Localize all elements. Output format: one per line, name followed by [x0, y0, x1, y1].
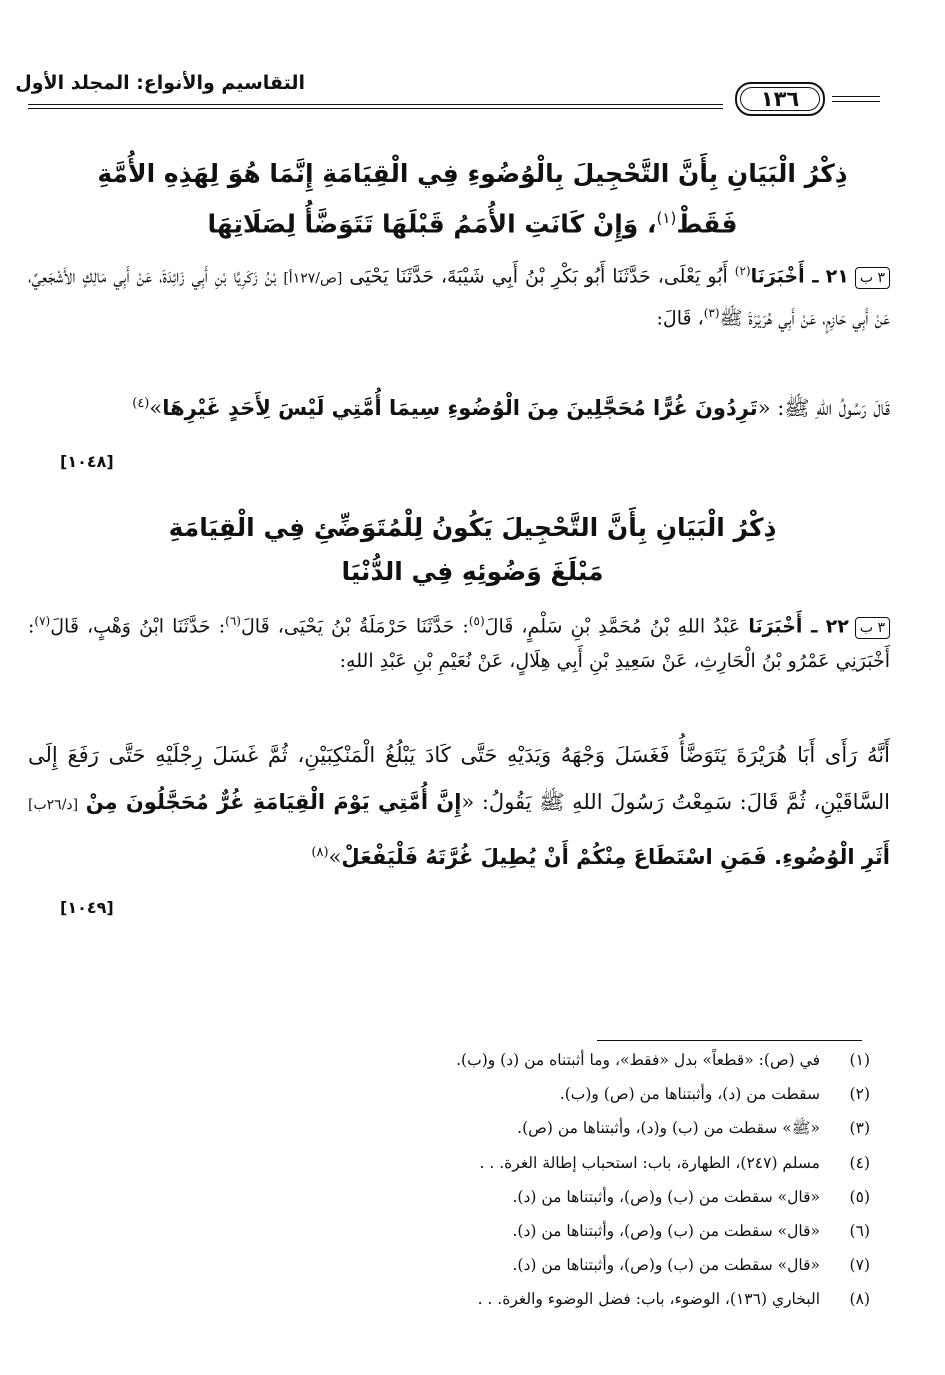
isnad-paragraph-22: [28, 604, 890, 679]
isnad-text: ، قَالَ:: [656, 307, 704, 330]
hadith-reference: [١٠٤٩]: [60, 898, 114, 917]
heading-line: مَبْلَغَ وَضُوئِهِ فِي الدُّنْيَا: [341, 557, 604, 586]
isnad-text: : حَدَّثَنَا حَرْمَلَةُ بْنُ يَحْيَى، قَالَ: [240, 615, 469, 638]
footnote-number: (٦): [849, 1221, 870, 1240]
matn-paragraph-21: [28, 380, 890, 432]
footnote-text: «ﷺ» سقطت من (ب) و(د)، وأثبتناها من (ص).: [517, 1119, 820, 1138]
isnad-text: عَبْدُ اللهِ بْنُ مُحَمَّدِ بْنِ سَلْمٍ، قَالَ: [484, 615, 741, 638]
manuscript-marker: [د/٢٦ب]: [28, 797, 79, 813]
footnote-item: [200, 1214, 870, 1248]
footnote-number: (٨): [849, 1290, 870, 1309]
section-heading-2: [40, 506, 905, 594]
footnote-text: البخاري (١٣٦)، الوضوء، باب: فضل الوضوء والغرة. . .: [477, 1290, 820, 1309]
heading-text: فَقَطْ: [676, 209, 738, 239]
matn-text: قَالَ رَسُولُ اللهِ ﷺ: «: [757, 396, 890, 420]
footnote-item: [200, 1146, 870, 1180]
footnote-number: (١): [849, 1051, 870, 1069]
matn-text: »: [149, 396, 163, 420]
running-title: التقاسيم والأنواع: المجلد الأول: [15, 72, 305, 94]
footnote-marker: (١): [656, 209, 677, 227]
heading-line: ذِكْرُ الْبَيَانِ بِأَنَّ التَّحْجِيلَ بِالْوُضُوءِ فِي الْقِيَامَةِ إِنَّمَا هُوَ لِهَذِهِ الأُمَّةِ: [97, 159, 848, 188]
footnote-item: [200, 1111, 870, 1145]
isnad-text: بْنُ زَكَرِيَّا بْنِ أَبِي زَائِدَةَ، عَنْ أَبِي مَالِكٍ الأَشْجَعِيِّ، عَنْ أَبِي حَازِمٍ، عَنْ أَبِي هُرَيْرَةَ ﷺ: [28, 265, 890, 330]
footnote-marker: (٣): [703, 306, 720, 321]
footnote-marker: (٨): [311, 845, 329, 860]
prophetic-text: إِنَّ أُمَّتِي يَوْمَ الْقِيَامَةِ غُرٌّ مُحَجَّلُونَ مِنْ: [85, 790, 462, 814]
footnote-number: (٤): [849, 1153, 870, 1172]
matn-text: »: [328, 845, 342, 869]
hadith-icon-badge: ٣ ب: [855, 617, 890, 639]
footnotes-list: [200, 1043, 870, 1317]
section-heading-1: [40, 152, 905, 246]
footnote-marker: (٥): [468, 614, 485, 628]
hadith-number: ٢٢: [825, 615, 849, 638]
heading-line: [40, 196, 905, 246]
akhbarana-label: ـ أَخْبَرَنَا: [750, 265, 819, 288]
prophetic-text: تَرِدُونَ غُرًّا مُحَجَّلِينَ مِنَ الْوُضُوءِ سِيمَا أُمَّتِي لَيْسَ لِأَحَدٍ غَيْرِهَا: [162, 396, 758, 420]
footnote-item: [200, 1248, 870, 1282]
matn-text: أَنَّهُ رَأَى أَبَا هُرَيْرَةَ يَتَوَضَّأُ فَغَسَلَ وَجْهَهُ وَيَدَيْهِ حَتَّى كَادَ يَبْلُغُ الْمَنْكِبَيْنِ، ثُمَّ غَسَلَ رِجْلَيْهِ حَتَّى رَفَعَ إِلَى السَّاقَيْنِ، ثُمَّ قَالَ: سَمِعْتُ رَسُولَ اللهِ ﷺ يَقُولُ: «: [28, 743, 890, 814]
page-number: ١٣٦: [735, 82, 825, 116]
footnote-text: سقطت من (د)، وأثبتناها من (ص) و(ب).: [559, 1085, 820, 1104]
footnote-number: (٢): [849, 1085, 870, 1104]
footnote-text: «قال» سقطت من (ب) و(ص)، وأثبتناها من (د).: [512, 1187, 820, 1206]
footnote-marker: (٧): [34, 614, 51, 628]
footnote-marker: (٦): [225, 614, 241, 628]
footnote-item: [200, 1077, 870, 1111]
footnote-text: «قال» سقطت من (ب) و(ص)، وأثبتناها من (د).: [512, 1256, 820, 1275]
header-rule-double: [28, 108, 723, 109]
akhbarana-label: ـ أَخْبَرَنَا: [748, 615, 818, 638]
footnote-number: (٥): [849, 1187, 870, 1206]
footnote-text: «قال» سقطت من (ب) و(ص)، وأثبتناها من (د).: [512, 1221, 820, 1240]
footnote-number: (٣): [849, 1119, 870, 1138]
isnad-text: أَبُو يَعْلَى، حَدَّثَنَا أَبُو بَكْرِ بْنُ أَبِي شَيْبَةَ، حَدَّثَنَا يَحْيَى: [349, 265, 728, 288]
prophetic-text: أَثَرِ الْوُضُوءِ. فَمَنِ اسْتَطَاعَ مِنْكُمْ أَنْ يُطِيلَ غُرَّتَهُ فَلْيَفْعَلْ: [341, 845, 890, 869]
page-number-ornament: [832, 101, 880, 102]
footnote-item: [200, 1180, 870, 1214]
footnote-marker: (٤): [132, 396, 150, 411]
header-rule: [28, 104, 723, 105]
page-number-ornament: [832, 96, 880, 97]
hadith-icon-badge: ٣ ب: [855, 267, 890, 289]
footnote-number: (٧): [849, 1256, 870, 1275]
footnote-text: مسلم (٢٤٧)، الطهارة، باب: استحباب إطالة الغرة. . .: [479, 1153, 820, 1172]
isnad-text: : أَخْبَرَنِي عَمْرُو بْنُ الْحَارِثِ، عَنْ سَعِيدِ بْنِ أَبِي هِلَالٍ، عَنْ نُعَيْمِ بْنِ عَبْدِ اللهِ:: [28, 615, 890, 673]
footnote-item: [200, 1282, 870, 1316]
hadith-number: ٢١: [825, 265, 849, 288]
heading-line: ذِكْرُ الْبَيَانِ بِأَنَّ التَّحْجِيلَ يَكُونُ لِلْمُتَوَضِّئِ فِي الْقِيَامَةِ: [168, 513, 777, 542]
heading-text: ، وَإِنْ كَانَتِ الأُمَمُ قَبْلَهَا تَتَوَضَّأُ لِصَلَاتِهَا: [207, 209, 657, 239]
footnote-text: في (ص): «قطعاً» بدل «فقط»، وما أثبتناه من (د) و(ب).: [456, 1051, 820, 1069]
footnote-marker: (٢): [734, 264, 751, 278]
manuscript-marker: [ص/١٢٧أ]: [283, 270, 343, 287]
hadith-reference: [١٠٤٨]: [60, 452, 114, 471]
footnote-item: [200, 1043, 870, 1077]
isnad-paragraph-21: [28, 254, 890, 337]
matn-paragraph-22: [28, 732, 890, 881]
isnad-text: : حَدَّثَنَا ابْنُ وَهْبٍ، قَالَ: [50, 615, 226, 638]
footnote-separator: [597, 1040, 862, 1041]
